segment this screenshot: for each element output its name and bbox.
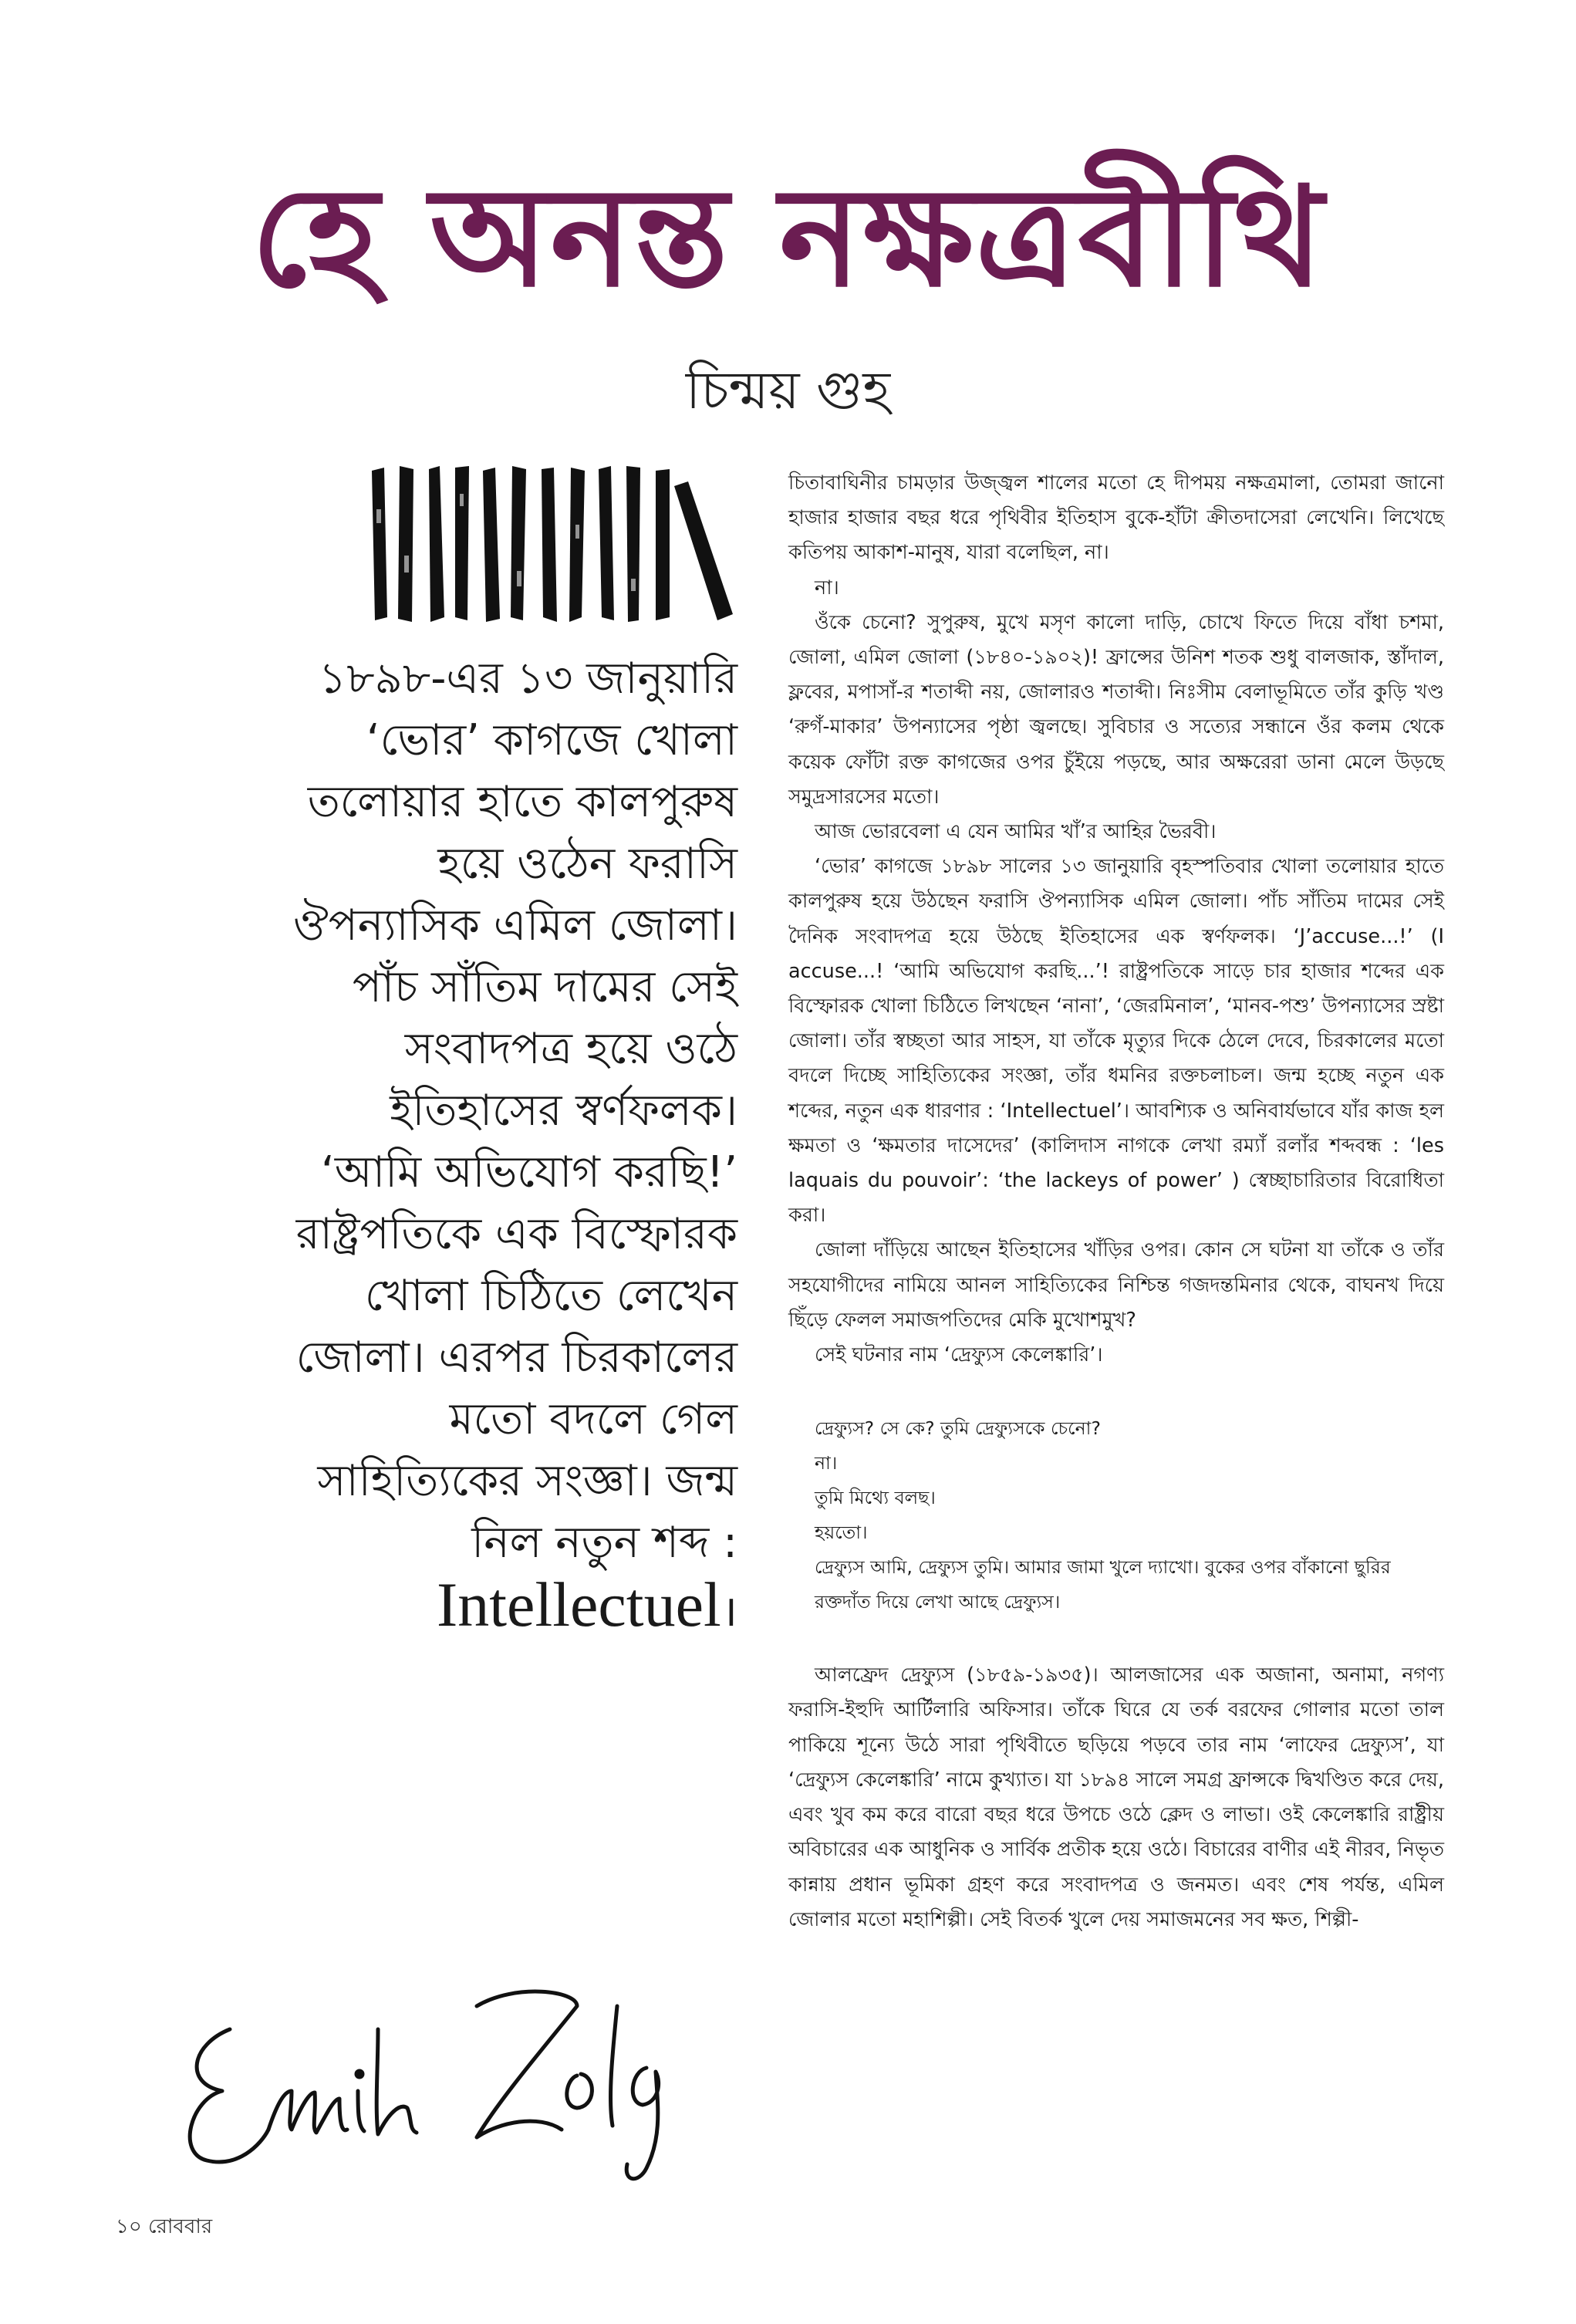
pull-quote-line: ১৮৯৮-এর ১৩ জানুয়ারি — [318, 654, 737, 704]
body-paragraph — [788, 850, 1444, 1233]
pull-quote-line: সাহিত্যিকের সংজ্ঞা। জন্ম — [317, 1456, 737, 1506]
pull-quote-line: খোলা চিঠিতে লেখেন — [364, 1271, 737, 1321]
pull-quote-line: ঔপন্যাসিক এমিল জোলা। — [292, 900, 737, 951]
body-paragraph: সেই ঘটনার নাম ‘দ্রেফ্যুস কেলেঙ্কারি’। — [815, 1343, 1103, 1367]
body-paragraph: ওঁকে চেনো? সুপুরুষ, মুখে মসৃণ কালো দাড়ি, চোখে ফিতে দিয়ে বাঁধা চশমা, জোলা, এমিল জোলা (১৮৪০-১৯০২)! ফ্রান্সের উনিশ শতক শুধু বালজাক, স্তাঁদাল, ফ্লবের, মপাসাঁ-র শতাব্দী নয়, জোলারও শতাব্দী। নিঃসীম বেলাভূমিতে তাঁর কুড়ি খণ্ড ‘রুগঁ-মাকার’ উপন্যাসের পৃষ্ঠা জ্বলছে। সুবিচার ও সত্যের সন্ধানে ওঁর কলম থেকে কয়েক ফোঁটা রক্ত কাগজের ওপর চুঁইয়ে পড়ছে, আর অক্ষরেরা ডানা মেলে উড়ছে সমুদ্রসারসের মতো। — [788, 610, 1444, 809]
pull-quote-line: জোলা। এরপর চিরকালের — [295, 1333, 737, 1383]
verse-line: দ্রেফ্যুস আমি, দ্রেফ্যুস তুমি। আমার জামা খুলে দ্যাখো। বুকের ওপর বাঁকানো ছুরির রক্তদাঁত দিয়ে লেখা আছে দ্রেফ্যুস। — [815, 1556, 1391, 1613]
pull-quote-punct: । — [721, 1586, 737, 1637]
body-text-column — [788, 466, 1444, 1937]
verse-line: হয়তো। — [815, 1522, 868, 1544]
dialogue-verse — [815, 1411, 1444, 1620]
page-folio: ১০ রোববার — [116, 2215, 213, 2238]
body-sentence: ‘ভোর’ কাগজে ১৮৯৮ সালের ১৩ জানুয়ারি বৃহস্পতিবার খোলা তলোয়ার হাতে কালপুরুষ হয়ে উঠছেন ফরাসি ঔপন্যাসিক এমিল জোলা। পাঁচ সাঁতিম দামের সেই দৈনিক সংবাদপত্র হয়ে উঠছে ইতিহাসের এক স্বর্ণফলক। — [788, 855, 1444, 948]
pull-quote-line: মতো বদলে গেল — [449, 1394, 737, 1444]
pull-quote-line: সংবাদপত্র হয়ে ওঠে — [404, 1024, 737, 1074]
pull-quote-line: হয়ে ওঠেন ফরাসি — [437, 839, 737, 889]
body-paragraph: আলফ্রেদ দ্রেফ্যুস (১৮৫৯-১৯৩৫)। আলজাসের এক অজানা, অনামা, নগণ্য ফরাসি-ইহুদি আর্টিলারি অফিসার। তাঁকে ঘিরে যে তর্ক বরফের গোলার মতো তাল পাকিয়ে শূন্যে উঠে সারা পৃথিবীতে ছড়িয়ে পড়বে তার নাম ‘লাফের দ্রেফ্যুস’, যা ‘দ্রেফ্যুস কেলেঙ্কারি’ নামে কুখ্যাত। যা ১৮৯৪ সালে সমগ্র ফ্রান্সকে দ্বিখণ্ডিত করে দেয়, এবং খুব কম করে বারো বছর ধরে উপচে ওঠে ক্লেদ ও লাভা। ওই কেলেঙ্কারি রাষ্ট্রীয় অবিচারের এক আধুনিক ও সার্বিক প্রতীক হয়ে ওঠে। বিচারের বাণীর এই নীরব, নিভৃত কান্নায় প্রধান ভূমিকা গ্রহণ করে সংবাদপত্র ও জনমত। এবং শেষ পর্যন্ত, এমিল জোলার মতো মহাশিল্পী। সেই বিতর্ক খুলে দেয় সমাজমনের সব ক্ষত, শিল্পী- — [788, 1664, 1444, 1931]
pull-quote-line: ‘ভোর’ কাগজে খোলা — [366, 715, 737, 765]
pull-quote-line: নিল নতুন শব্দ : — [471, 1518, 737, 1568]
pull-quote-line: ইতিহাসের স্বর্ণফলক। — [390, 1086, 737, 1136]
verse-line: না। — [815, 1452, 838, 1474]
author-name: চিন্ময় গুহ — [685, 360, 891, 421]
pull-quote-line: ‘আমি অভিযোগ করছি!’ — [321, 1147, 737, 1197]
body-paragraph: জোলা দাঁড়িয়ে আছেন ইতিহাসের খাঁড়ির ওপর। কোন সে ঘটনা যা তাঁকে ও তাঁর সহযোগীদের নামিয়ে আনল সাহিত্যিকের নিশ্চিন্ত গজদন্তমিনার থেকে, বাঘনখ দিয়ে ছিঁড়ে ফেলল সমাজপতিদের মেকি মুখোশমুখ? — [788, 1238, 1444, 1332]
tally-marks-illustration — [369, 463, 736, 625]
verse-line: দ্রেফ্যুস? সে কে? তুমি দ্রেফ্যুসকে চেনো? — [815, 1417, 1101, 1440]
article-title: হে অনন্ত নক্ষত্রবীথি — [251, 157, 1325, 317]
pull-quote-last-line — [116, 1569, 737, 1643]
pull-quote — [116, 648, 737, 1643]
verse-line: তুমি মিথ্যে বলছ। — [815, 1487, 936, 1509]
pull-quote-keyword: Intellectuel — [436, 1569, 721, 1640]
emile-zola-signature — [176, 1975, 708, 2191]
pull-quote-line: রাষ্ট্রপতিকে এক বিস্ফোরক — [295, 1209, 737, 1259]
body-paragraph: চিতাবাঘিনীর চামড়ার উজ্জ্বল শালের মতো হে দীপময় নক্ষত্রমালা, তোমরা জানো হাজার হাজার বছর ধরে পৃথিবীর ইতিহাস বুকে-হাঁটা ক্রীতদাসেরা লেখেনি। লিখেছে কতিপয় আকাশ-মানুষ, যারা বলেছিল, না। — [788, 471, 1444, 565]
body-sentence: ‘J’accuse...!’ (I accuse...! ‘আমি অভিযোগ করছি...’! রাষ্ট্রপতিকে সাড়ে চার হাজার শব্দের এক বিস্ফোরক খোলা চিঠিতে লিখছেন ‘নানা’, ‘জেরমিনাল’, ‘মানব-পশু’ উপন্যাসের স্রষ্টা জোলা। তাঁর স্বচ্ছতা আর সাহস, যা তাঁকে মৃত্যুর দিকে ঠেলে দেবে, চিরকালের মতো বদলে দিচ্ছে সাহিত্যিকের সংজ্ঞা, তাঁর ধমনির রক্তচলাচল। জন্ম হচ্ছে নতুন এক শব্দের, নতুন এক ধারণার : ‘Intellectuel’। আবশ্যিক ও অনিবার্যভাবে যাঁর কাজ হল ক্ষমতা ও ‘ক্ষমতার দাসেদের’ (কালিদাস নাগকে লেখা রম্যাঁ রলাঁর শব্দবন্ধ : ‘les laquais du pouvoir’: ‘the lackeys of power’ ) স্বেচ্ছাচারিতার বিরোধিতা করা। — [788, 924, 1444, 1228]
pull-quote-line: পাঁচ সাঁতিম দামের সেই — [352, 962, 737, 1012]
body-paragraph: না। — [815, 576, 839, 600]
pull-quote-line: তলোয়ার হাতে কালপুরুষ — [307, 777, 737, 827]
body-paragraph: আজ ভোরবেলা এ যেন আমির খাঁ’র আহির ভৈরবী। — [815, 820, 1217, 844]
